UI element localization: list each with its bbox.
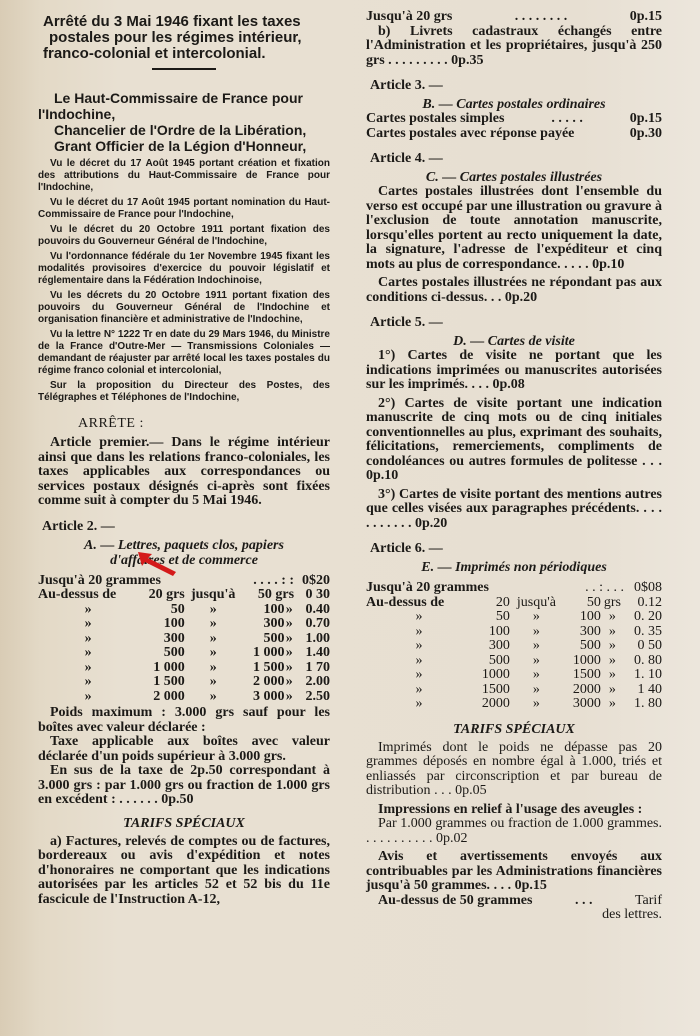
ditto-mark: » xyxy=(84,630,92,646)
leader-dots: . . . . . . . . . . xyxy=(366,830,433,846)
rate-from: 2000 xyxy=(481,696,510,711)
item-body: 1°) Cartes de visite ne portant que les indications imprimées ou manuscrites autorisées sur les imprimés. xyxy=(366,348,662,392)
rate-row xyxy=(366,127,662,142)
rate-price: 0. 35 xyxy=(634,623,662,639)
rate-row xyxy=(366,654,662,669)
leader-dots: . . . xyxy=(493,878,512,893)
ditto-mark: » xyxy=(84,674,92,689)
signatory-line: Chancelier de l'Ordre de la Libération, xyxy=(54,122,307,138)
arrete-heading: ARRÊTE : xyxy=(78,416,144,431)
rate-price: 0p.15 xyxy=(629,9,662,24)
para-price: 0p.10 xyxy=(592,256,625,272)
rate-to: 100 xyxy=(579,609,601,624)
rate-row xyxy=(366,639,662,654)
rate-from: 500 xyxy=(163,645,185,660)
rate-dots: . . . . : : xyxy=(253,572,295,588)
para-price: 0p.02 xyxy=(436,830,468,846)
considerant: Vu le décret du 20 Octobre 1911 portant fixation des pouvoirs du Gouverneur Général de l'Indochine, xyxy=(38,224,330,247)
ditto-mark: » xyxy=(532,638,540,653)
para-price: 0p.15 xyxy=(514,878,547,893)
ditto-mark: » xyxy=(209,645,217,660)
ditto-mark: » xyxy=(285,645,293,660)
relief-text: Impressions en relief à l'usage des aveugles : xyxy=(378,801,643,817)
rate-to: 1500 xyxy=(572,667,601,682)
section-title-line: d'affaires et de commerce xyxy=(110,552,258,568)
ditto-mark: » xyxy=(84,616,92,631)
leader-dots: . . . xyxy=(471,377,490,392)
ditto-mark: » xyxy=(532,623,540,639)
ditto-mark: » xyxy=(209,688,217,704)
cartes-non-conformes-text xyxy=(366,276,662,305)
rate-row xyxy=(366,112,662,127)
leader-dots: . . . . xyxy=(564,256,589,272)
rate-label: Cartes postales avec réponse payée xyxy=(366,125,575,141)
rate-from: 2 000 xyxy=(153,688,185,704)
rate-from: 20 grs xyxy=(148,587,185,602)
rate-unit: grs xyxy=(603,594,621,610)
ditto-mark: » xyxy=(415,652,423,668)
audessus-row xyxy=(366,894,662,909)
para-body: Cartes postales illustrées dont l'ensemble du verso est occupé par une illustration ou gravure à l'exclusion de toute annotation manuscrite, lorsqu'elles portent au recto uniquement la date, la signature, l'adresse de l'expéditeur et cinq mots au plus de correspondance. xyxy=(366,184,662,272)
ditto-mark: » xyxy=(608,623,616,639)
item-price: 0p.20 xyxy=(415,515,448,531)
en-sus-body: En sus de la taxe de 2p.50 correspondant à 3.000 grs : par 1.000 grs ou fraction de 1.000 grs en excédent : xyxy=(38,763,330,807)
rate-to: 50 xyxy=(586,594,601,610)
rate-price: 0$08 xyxy=(634,580,662,595)
taxe-boites-text: Taxe applicable aux boîtes avec valeur déclarée d'un poids supérieur à 3.000 grs. xyxy=(38,734,330,764)
rate-price: 0.40 xyxy=(305,601,330,617)
signatory-line: Le Haut-Commissaire de France pour xyxy=(54,90,303,106)
rate-price: 2.00 xyxy=(305,674,330,689)
considerant: Sur la proposition du Directeur des Postes, des Télégraphes et Téléphones de l'Indochine, xyxy=(38,380,330,403)
ditto-mark: » xyxy=(415,696,423,711)
section-b-title: B. — Cartes postales ordinaires xyxy=(422,97,606,112)
document-title xyxy=(38,14,330,62)
rate-price: 0 30 xyxy=(305,587,330,602)
leader-dots: . . . . . xyxy=(551,111,583,126)
para-price: 0p.20 xyxy=(504,289,538,305)
leader-dots: . . . . . . . . . . xyxy=(366,501,662,531)
ditto-mark: » xyxy=(285,616,293,631)
article-3-heading: Article 3. — xyxy=(370,78,443,93)
rate-price: 1.00 xyxy=(305,630,330,646)
livrets-body: b) Livrets cadastraux échangés entre l'Administration et les propriétaires, jusqu'à 250 grs xyxy=(366,23,662,68)
ditto-mark: » xyxy=(608,667,616,682)
ditto-mark: » xyxy=(209,630,217,646)
leader-dots: . . . xyxy=(434,783,452,798)
ditto-mark: » xyxy=(608,696,616,711)
imprimes-rate-table xyxy=(366,581,662,712)
ditto-mark: » xyxy=(285,674,293,689)
tarifs-speciaux-heading: TARIFS SPÉCIAUX xyxy=(453,721,575,737)
ditto-mark: » xyxy=(84,601,92,617)
rate-to: 500 xyxy=(263,630,285,646)
rate-row xyxy=(366,581,662,596)
rate-from: 1000 xyxy=(481,667,510,682)
rate-from: 500 xyxy=(488,652,510,668)
signatory-block xyxy=(38,90,330,154)
leader-dots: . . . . . . . . . xyxy=(388,52,448,68)
leader-dots: . . . xyxy=(574,892,593,908)
en-sus-price: 0p.50 xyxy=(161,792,194,807)
ditto-mark: » xyxy=(84,688,92,704)
visite-item xyxy=(366,349,662,393)
livrets-text xyxy=(366,25,662,69)
ditto-mark: » xyxy=(415,609,423,624)
red-arrow-annotation-icon xyxy=(138,550,178,576)
title-line: franco-colonial et intercolonial. xyxy=(43,45,266,62)
rate-to: 300 xyxy=(579,623,601,639)
rate-row xyxy=(366,625,662,640)
para-body: Avis et avertissements envoyés aux contribuables par les Administrations financières jusqu'à 50 grammes. xyxy=(366,849,662,893)
relief-rate-text xyxy=(366,817,662,846)
rate-to-label: jusqu'à xyxy=(191,587,236,602)
rate-row xyxy=(38,632,330,647)
ditto-mark: » xyxy=(415,667,423,682)
item-body: 2°) Cartes de visite portant une indication manuscrite de cinq mots ou de cinq initiales conventionnelles au plus, exprimant des souhaits, félicitations, remerciements, compliments de condoléances ou autres formules de politesse xyxy=(366,395,662,469)
rate-label: Jusqu'à 20 grammes xyxy=(38,572,161,588)
ditto-mark: » xyxy=(532,696,540,711)
considerant: Vu le décret du 17 Août 1945 portant nomination du Haut-Commissaire de France pour l'Indochine, xyxy=(38,197,330,220)
poids-maximum-text: Poids maximum : 3.000 grs sauf pour les boîtes avec valeur déclarée : xyxy=(38,705,330,735)
ditto-mark: » xyxy=(532,609,540,624)
rate-from: 50 xyxy=(495,609,510,624)
rate-from-label: Au-dessus de xyxy=(38,587,117,602)
considerants xyxy=(38,158,330,404)
rate-from: 100 xyxy=(163,616,185,631)
rate-row xyxy=(38,588,330,603)
ditto-mark: » xyxy=(285,630,293,646)
signatory-line: l'Indochine, xyxy=(38,106,116,122)
rate-from: 100 xyxy=(488,623,510,639)
item-price: 0p.08 xyxy=(492,377,525,392)
leader-dots: . . . . . . . . xyxy=(514,9,568,24)
rate-label: Jusqu'à 20 grammes xyxy=(366,580,489,595)
rate-row xyxy=(38,675,330,690)
ditto-mark: » xyxy=(608,652,616,668)
para-body: Cartes postales illustrées ne répondant pas aux conditions ci-dessus. xyxy=(366,275,662,305)
rate-value: Tarif xyxy=(634,892,662,908)
rate-price: 0p.30 xyxy=(629,125,662,141)
audessus-value-line2: des lettres. xyxy=(602,907,662,922)
rate-from: 50 xyxy=(170,601,185,617)
rate-price: 0. 80 xyxy=(634,652,662,668)
rate-to: 1000 xyxy=(572,652,601,668)
ditto-mark: » xyxy=(532,652,540,668)
visite-item xyxy=(366,397,662,484)
rate-row xyxy=(38,574,330,589)
letters-rate-table xyxy=(38,574,330,705)
title-divider xyxy=(152,68,216,70)
ditto-mark: » xyxy=(532,667,540,682)
ditto-mark: » xyxy=(84,645,92,660)
rate-row xyxy=(366,610,662,625)
leader-dots: . . xyxy=(490,289,502,305)
rate-from: 1 500 xyxy=(153,674,185,689)
article-2-heading: Article 2. — xyxy=(42,518,115,534)
rate-to-label: jusqu'à xyxy=(516,594,556,610)
cartes-illustrees-text xyxy=(366,185,662,272)
rate-from: 300 xyxy=(488,638,510,653)
rate-from: 20 xyxy=(495,594,510,610)
section-title-line: A. — Lettres, paquets clos, papiers xyxy=(84,537,284,553)
ditto-mark: » xyxy=(209,601,217,617)
rate-row xyxy=(38,646,330,661)
rate-to: 500 xyxy=(579,638,601,653)
rate-row xyxy=(38,617,330,632)
rate-price: 1. 10 xyxy=(634,667,662,682)
ditto-mark: » xyxy=(285,601,293,617)
rate-row xyxy=(366,683,662,698)
right-column xyxy=(366,0,662,923)
item-body: 3°) Cartes de visite portant des mentions autres que celles visées aux paragraphes précédents. xyxy=(366,486,662,516)
ditto-mark: » xyxy=(285,688,293,704)
rate-label: Au-dessus de 50 grammes xyxy=(378,892,533,908)
rate-from: 300 xyxy=(163,630,185,646)
article-6-heading: Article 6. — xyxy=(370,541,443,556)
rate-to: 300 xyxy=(263,616,285,631)
rate-label: Cartes postales simples xyxy=(366,111,505,126)
ditto-mark: » xyxy=(415,638,423,653)
rate-from-label: Au-dessus de xyxy=(366,594,445,610)
factures-rate-row xyxy=(366,10,662,25)
rate-price: 2.50 xyxy=(305,688,330,704)
rate-price: 0.70 xyxy=(305,616,330,631)
ditto-mark: » xyxy=(415,681,423,697)
article-1-text: Article premier.— Dans le régime intérieur ainsi que dans les relations franco-coloniales, les taxes applicables aux correspondances ou services postaux désignés ci-après sont fixées comme suit à compter du 5 Mai 1946. xyxy=(38,435,330,508)
rate-price: 1 70 xyxy=(305,659,330,675)
para-body: Imprimés dont le poids ne dépasse pas 20 grammes déposés en nombre égal à 1.000, triés et enliassés par circonscription et par bureau de distribution xyxy=(366,739,662,798)
ditto-mark: » xyxy=(209,674,217,689)
rate-to: 1 500 xyxy=(253,659,285,675)
rate-price: 1 40 xyxy=(637,681,662,697)
rate-to: 2 000 xyxy=(253,674,285,689)
livrets-price: 0p.35 xyxy=(451,52,484,68)
left-column xyxy=(38,0,330,907)
signatory-line: Grant Officier de la Légion d'Honneur, xyxy=(54,138,307,154)
section-e-title: E. — Imprimés non périodiques xyxy=(421,560,607,575)
title-line: Arrêté du 3 Mai 1946 fixant les taxes xyxy=(43,13,301,30)
considerant: Vu le décret du 17 Août 1945 portant création et fixation des attributions du Haut-Commissaire de France pour l'Indochine, xyxy=(38,158,330,193)
rate-price: 0$20 xyxy=(302,572,330,588)
factures-text: a) Factures, relevés de comptes ou de factures, bordereaux ou avis d'expédition et notes d'honoraires ne comportant que les indications autorisées par les articles 52 et 52 bis du 11e fascicule de l'Instruction A-12, xyxy=(38,833,330,907)
rate-row xyxy=(38,603,330,618)
imprimes-nombre-text xyxy=(366,741,662,799)
section-a-title xyxy=(38,538,330,568)
avis-text xyxy=(366,850,662,894)
rate-price: 0p.15 xyxy=(629,111,662,126)
rate-to: 2000 xyxy=(572,681,601,697)
ditto-mark: » xyxy=(608,681,616,697)
ditto-mark: » xyxy=(285,659,293,675)
article-4-heading: Article 4. — xyxy=(370,151,443,166)
item-price: 0p.10 xyxy=(366,468,399,483)
rate-price: 0. 20 xyxy=(634,609,662,624)
rate-price: 0 50 xyxy=(637,638,662,653)
rate-label: Jusqu'à 20 grs xyxy=(366,9,453,24)
considerant: Vu la lettre N° 1222 Tr en date du 29 Mars 1946, du Ministre de la France d'Outre-Mer — Transmissions Coloniales — demandant de réajuster par arrêté local les taxes postales du régime franco colonial et intercolonial, xyxy=(38,329,330,376)
rate-to: 1 000 xyxy=(253,645,285,660)
para-price: 0p.05 xyxy=(455,783,487,798)
ditto-mark: » xyxy=(209,616,217,631)
title-line: postales pour les régimes intérieur, xyxy=(49,29,302,46)
ditto-mark: » xyxy=(608,638,616,653)
ditto-mark: » xyxy=(84,659,92,675)
leader-dots: . . . . . . xyxy=(119,792,158,807)
ditto-mark: » xyxy=(532,681,540,697)
rate-row xyxy=(38,661,330,676)
rate-row xyxy=(366,596,662,611)
ditto-mark: » xyxy=(608,609,616,624)
en-sus-text xyxy=(38,764,330,808)
ditto-mark: » xyxy=(415,623,423,639)
considerant: Vu l'ordonnance fédérale du 1er Novembre 1945 fixant les modalités provisoires d'exercice du pouvoir législatif et réglementaire dans la Fédération Indochinoise, xyxy=(38,251,330,286)
rate-from: 1500 xyxy=(481,681,510,697)
leader-dots: . . . xyxy=(642,453,663,469)
rate-from: 1 000 xyxy=(153,659,185,675)
rate-to: 3000 xyxy=(572,696,601,711)
rate-row xyxy=(366,697,662,712)
rate-row xyxy=(366,668,662,683)
rate-to: 3 000 xyxy=(253,688,285,704)
rate-dots: . . : . . . xyxy=(585,580,625,595)
ditto-mark: » xyxy=(209,659,217,675)
rate-to: 100 xyxy=(263,601,285,617)
section-c-title: C. — Cartes postales illustrées xyxy=(425,170,603,185)
rate-row xyxy=(38,690,330,705)
visite-item xyxy=(366,488,662,532)
article-5-heading: Article 5. — xyxy=(370,315,443,330)
rate-to: 50 grs xyxy=(257,587,295,602)
para-body: Par 1.000 grammes ou fraction de 1.000 grammes. xyxy=(378,816,662,831)
tarifs-speciaux-heading: TARIFS SPÉCIAUX xyxy=(123,815,245,831)
considerant: Vu les décrets du 20 Octobre 1911 portant fixation des pouvoirs du Gouverneur Général de l'Indochine et organisation financière et administrative de l'Indochine, xyxy=(38,290,330,325)
rate-price: 1. 80 xyxy=(634,696,662,711)
section-d-title: D. — Cartes de visite xyxy=(453,334,575,349)
rate-price: 0.12 xyxy=(637,594,662,610)
rate-price: 1.40 xyxy=(305,645,330,660)
